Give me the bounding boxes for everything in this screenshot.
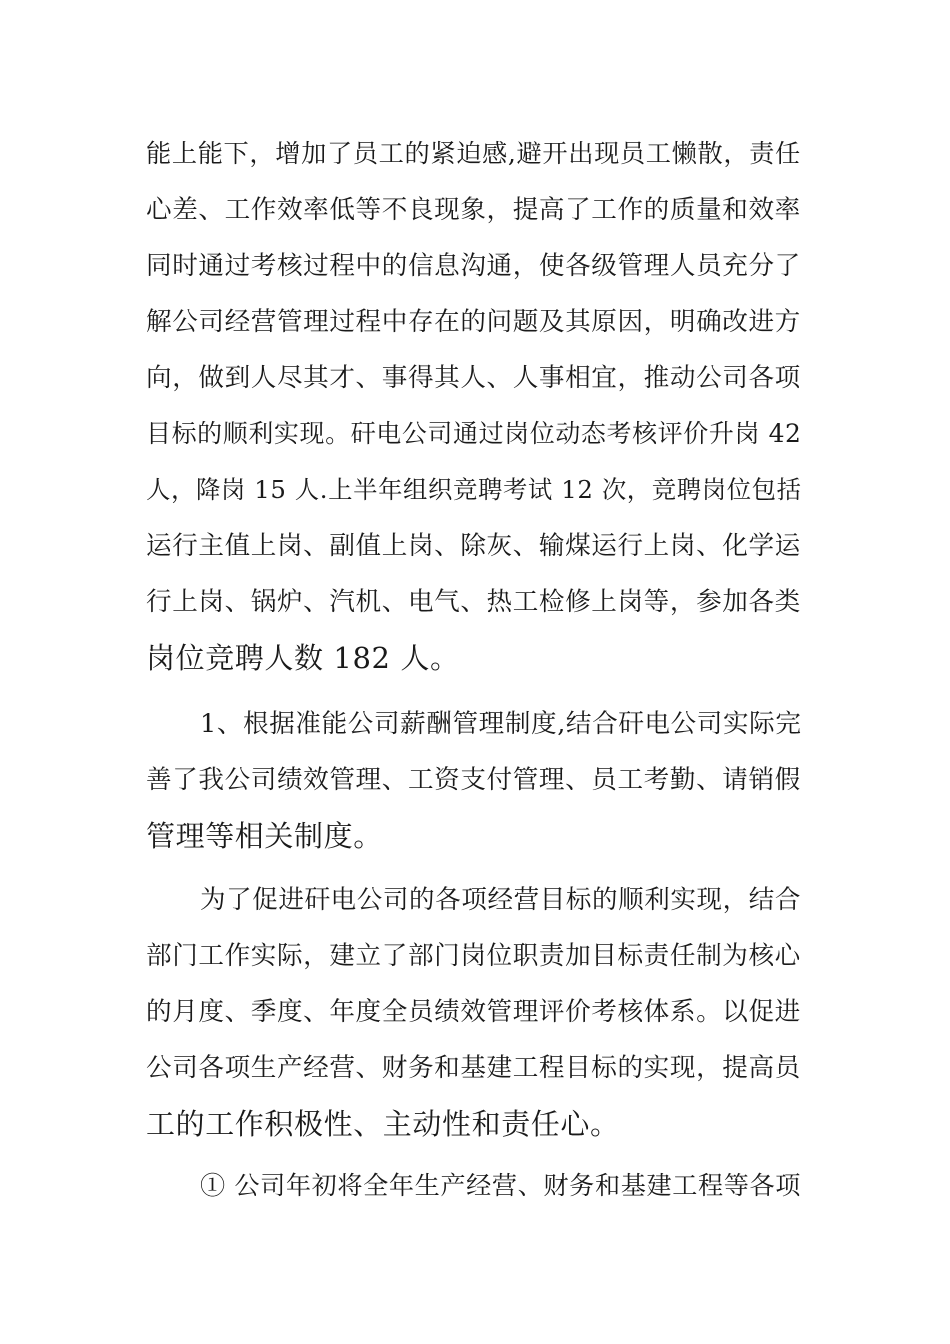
text-line: 行上岗、锅炉、汽机、电气、热工检修上岗等，参加各类	[146, 587, 801, 617]
text-line: 善了我公司绩效管理、工资支付管理、员工考勤、请销假	[146, 765, 801, 795]
paragraph-first-line: 1、根据准能公司薪酬管理制度,结合矸电公司实际完	[200, 709, 802, 739]
text-line: 目标的顺利实现。矸电公司通过岗位动态考核评价升岗 42	[146, 419, 802, 448]
paragraph-first-line: ① 公司年初将全年生产经营、财务和基建工程等各项	[200, 1171, 801, 1200]
text-line: 向，做到人尽其才、事得其人、人事相宜，推动公司各项	[146, 363, 801, 393]
paragraph-first-line: 为了促进矸电公司的各项经营目标的顺利实现，结合	[200, 885, 802, 915]
text-line: 公司各项生产经营、财务和基建工程目标的实现，提高员	[146, 1053, 801, 1083]
text-line: 部门工作实际，建立了部门岗位职责加目标责任制为核心	[146, 941, 801, 971]
text-line: 心差、工作效率低等不良现象，提高了工作的质量和效率	[146, 195, 801, 225]
text-line: 运行主值上岗、副值上岗、除灰、输煤运行上岗、化学运	[146, 531, 801, 561]
text-line: 人，降岗 15 人.上半年组织竞聘考试 12 次，竞聘岗位包括	[146, 475, 802, 504]
text-line: 管理等相关制度。	[146, 819, 383, 853]
text-line: 同时通过考核过程中的信息沟通，使各级管理人员充分了	[146, 251, 801, 281]
text-line: 解公司经营管理过程中存在的问题及其原因，明确改进方	[146, 307, 801, 337]
text-line: 的月度、季度、年度全员绩效管理评价考核体系。以促进	[146, 997, 801, 1027]
text-line: 能上能下，增加了员工的紧迫感,避开出现员工懒散，责任	[146, 139, 801, 168]
text-line: 岗位竞聘人数 182 人。	[146, 641, 460, 675]
text-line: 工的工作积极性、主动性和责任心。	[146, 1107, 620, 1141]
